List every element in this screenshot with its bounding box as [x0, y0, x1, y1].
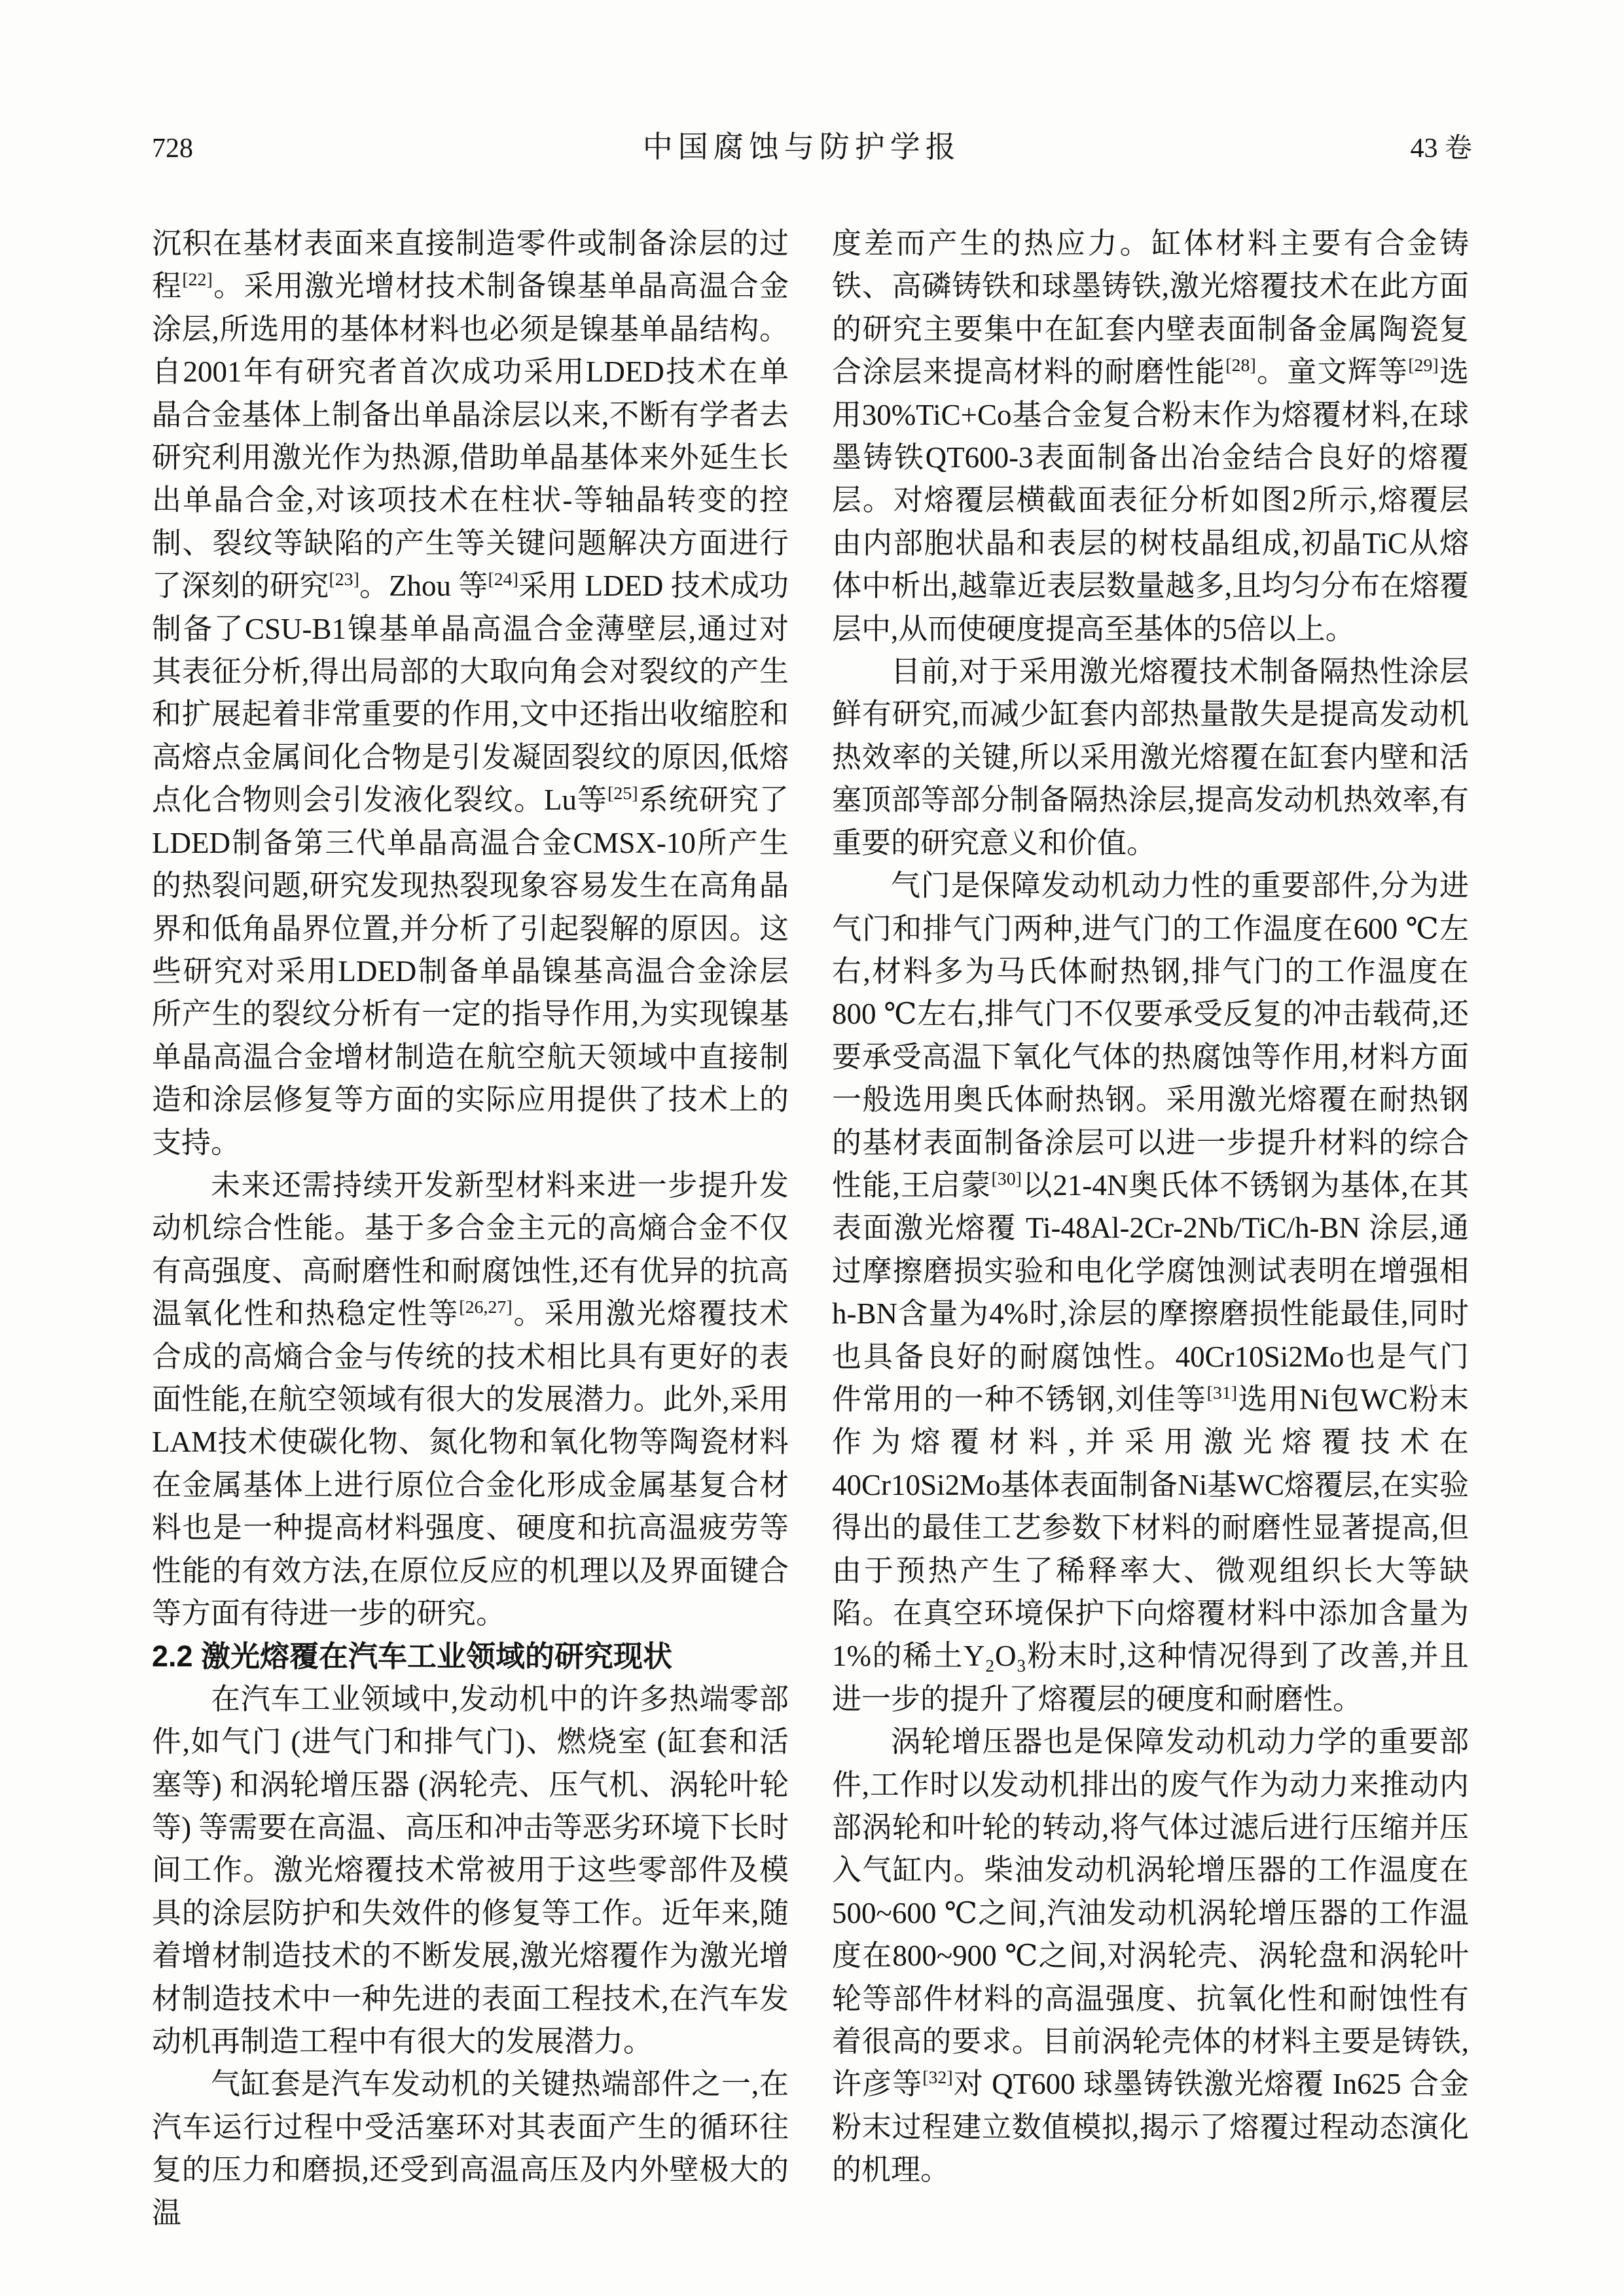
paragraph: 涡轮增压器也是保障发动机动力学的重要部件,工作时以发动机排出的废气作为动力来推动内部涡轮和叶轮的转动,将气体过滤后进行压缩并压入气缸内。柴油发动机涡轮增压器的工作温度在500~600 ℃之间,汽油发动机涡轮增压器的工作温度在800~900 ℃之间,对涡轮壳、涡轮盘和涡轮叶轮等部件材料的高温强度、抗氧化性和耐蚀性有着很高的要求。目前涡轮壳体的材料主要是铸铁,许彦等[32]对 QT600 球墨铸铁激光熔覆 In625 合金粉末过程建立数值模拟,揭示了熔覆过程动态演化的机理。 — [832, 1725, 1469, 2187]
page-header — [152, 131, 1472, 165]
paragraph: 气缸套是汽车发动机的关键热端部件之一,在汽车运行过程中受活塞环对其表面产生的循环往复的压力和磨损,还受到高温高压及内外壁极大的温 — [152, 2068, 789, 2229]
paragraph: 气门是保障发动机动力性的重要部件,分为进气门和排气门两种,进气门的工作温度在600 ℃左右,材料多为马氏体耐热钢,排气门的工作温度在800 ℃左右,排气门不仅要承受反复的冲击载荷,还要承受高温下氧化气体的热腐蚀等作用,材料方面一般选用奥氏体耐热钢。采用激光熔覆在耐热钢的基材表面制备涂层可以进一步提升材料的综合性能,王启蒙[30]以21-4N奥氏体不锈钢为基体,在其表面激光熔覆 Ti-48Al-2Cr-2Nb/TiC/h-BN 涂层,通过摩擦磨损实验和电化学腐蚀测试表明在增强相h-BN含量为4%时,涂层的摩擦磨损性能最佳,同时也具备良好的耐腐蚀性。40Cr10Si2Mo也是气门件常用的一种不锈钢,刘佳等[31]选用Ni包WC粉末作为熔覆材料,并采用激光熔覆技术在 40Cr10Si2Mo基体表面制备Ni基WC熔覆层,在实验得出的最佳工艺参数下材料的耐磨性显著提高,但由于预热产生了稀释率大、微观组织长大等缺陷。在真空环境保护下向熔覆材料中添加含量为1%的稀土Y₂O₃粉末时,这种情况得到了改善,并且进一步的提升了熔覆层的硬度和耐磨性。 — [832, 869, 1469, 1715]
paragraph: 未来还需持续开发新型材料来进一步提升发动机综合性能。基于多合金主元的高熵合金不仅有高强度、高耐磨性和耐腐蚀性,还有优异的抗高温氧化性和热稳定性等[26,27]。采用激光熔覆技术合成的高熵合金与传统的技术相比具有更好的表面性能,在航空领域有很大的发展潜力。此外,采用LAM技术使碳化物、氮化物和氧化物等陶瓷材料在金属基体上进行原位合金化形成金属基复合材料也是一种提高材料强度、硬度和抗高温疲劳等性能的有效方法,在原位反应的机理以及界面键合等方面有待进一步的研究。 — [152, 1168, 789, 1630]
right-column — [832, 223, 1469, 2234]
journal-title: 中国腐蚀与防护学报 — [642, 130, 961, 164]
paragraph: 沉积在基材表面来直接制造零件或制备涂层的过程[22]。采用激光增材技术制备镍基单晶高温合金涂层,所选用的基体材料也必须是镍基单晶结构。自2001年有研究者首次成功采用LDED技术在单晶合金基体上制备出单晶涂层以来,不断有学者去研究利用激光作为热源,借助单晶基体来外延生长出单晶合金,对该项技术在柱状-等轴晶转变的控制、裂纹等缺陷的产生等关键问题解决方面进行了深刻的研究[23]。Zhou 等[24]采用 LDED 技术成功制备了CSU-B1镍基单晶高温合金薄壁层,通过对其表征分析,得出局部的大取向角会对裂纹的产生和扩展起着非常重要的作用,文中还指出收缩腔和高熔点金属间化合物是引发凝固裂纹的原因,低熔点化合物则会引发液化裂纹。Lu等[25]系统研究了LDED制备第三代单晶高温合金CMSX-10所产生的热裂问题,研究发现热裂现象容易发生在高角晶界和低角晶界位置,并分析了引起裂解的原因。这些研究对采用LDED制备单晶镍基高温合金涂层所产生的裂纹分析有一定的指导作用,为实现镍基单晶高温合金增材制造在航空航天领域中直接制造和涂层修复等方面的实际应用提供了技术上的支持。 — [152, 227, 789, 1159]
volume-label: 43 卷 — [1410, 134, 1472, 164]
paragraph: 度差而产生的热应力。缸体材料主要有合金铸铁、高磷铸铁和球墨铸铁,激光熔覆技术在此方面的研究主要集中在缸套内壁表面制备金属陶瓷复合涂层来提高材料的耐磨性能[28]。童文辉等[29]选用30%TiC+Co基合金复合粉末作为熔覆材料,在球墨铸铁QT600-3表面制备出冶金结合良好的熔覆层。对熔覆层横截面表征分析如图2所示,熔覆层由内部胞状晶和表层的树枝晶组成,初晶TiC从熔体中析出,越靠近表层数量越多,且均匀分布在熔覆层中,从而使硬度提高至基体的5倍以上。 — [832, 227, 1469, 645]
page-number: 728 — [152, 134, 193, 164]
paragraph: 目前,对于采用激光熔覆技术制备隔热性涂层鲜有研究,而减少缸套内部热量散失是提高发动机热效率的关键,所以采用激光熔覆在缸套内壁和活塞顶部等部分制备隔热涂层,提高发动机热效率,有重要的研究意义和价值。 — [832, 655, 1469, 859]
two-column-body — [152, 223, 1472, 2234]
section-heading: 2.2 激光熔覆在汽车工业领域的研究现状 — [152, 1640, 673, 1674]
left-column — [152, 223, 789, 2234]
paragraph: 在汽车工业领域中,发动机中的许多热端零部件,如气门 (进气门和排气门)、燃烧室 (缸套和活塞等) 和涡轮增压器 (涡轮壳、压气机、涡轮叶轮等) 等需要在高温、高压和冲击等恶劣环境下长时间工作。激光熔覆技术常被用于这些零部件及模具的涂层防护和失效件的修复等工作。近年来,随着增材制造技术的不断发展,激光熔覆作为激光增材制造技术中一种先进的表面工程技术,在汽车发动机再制造工程中有很大的发展潜力。 — [152, 1682, 789, 2058]
